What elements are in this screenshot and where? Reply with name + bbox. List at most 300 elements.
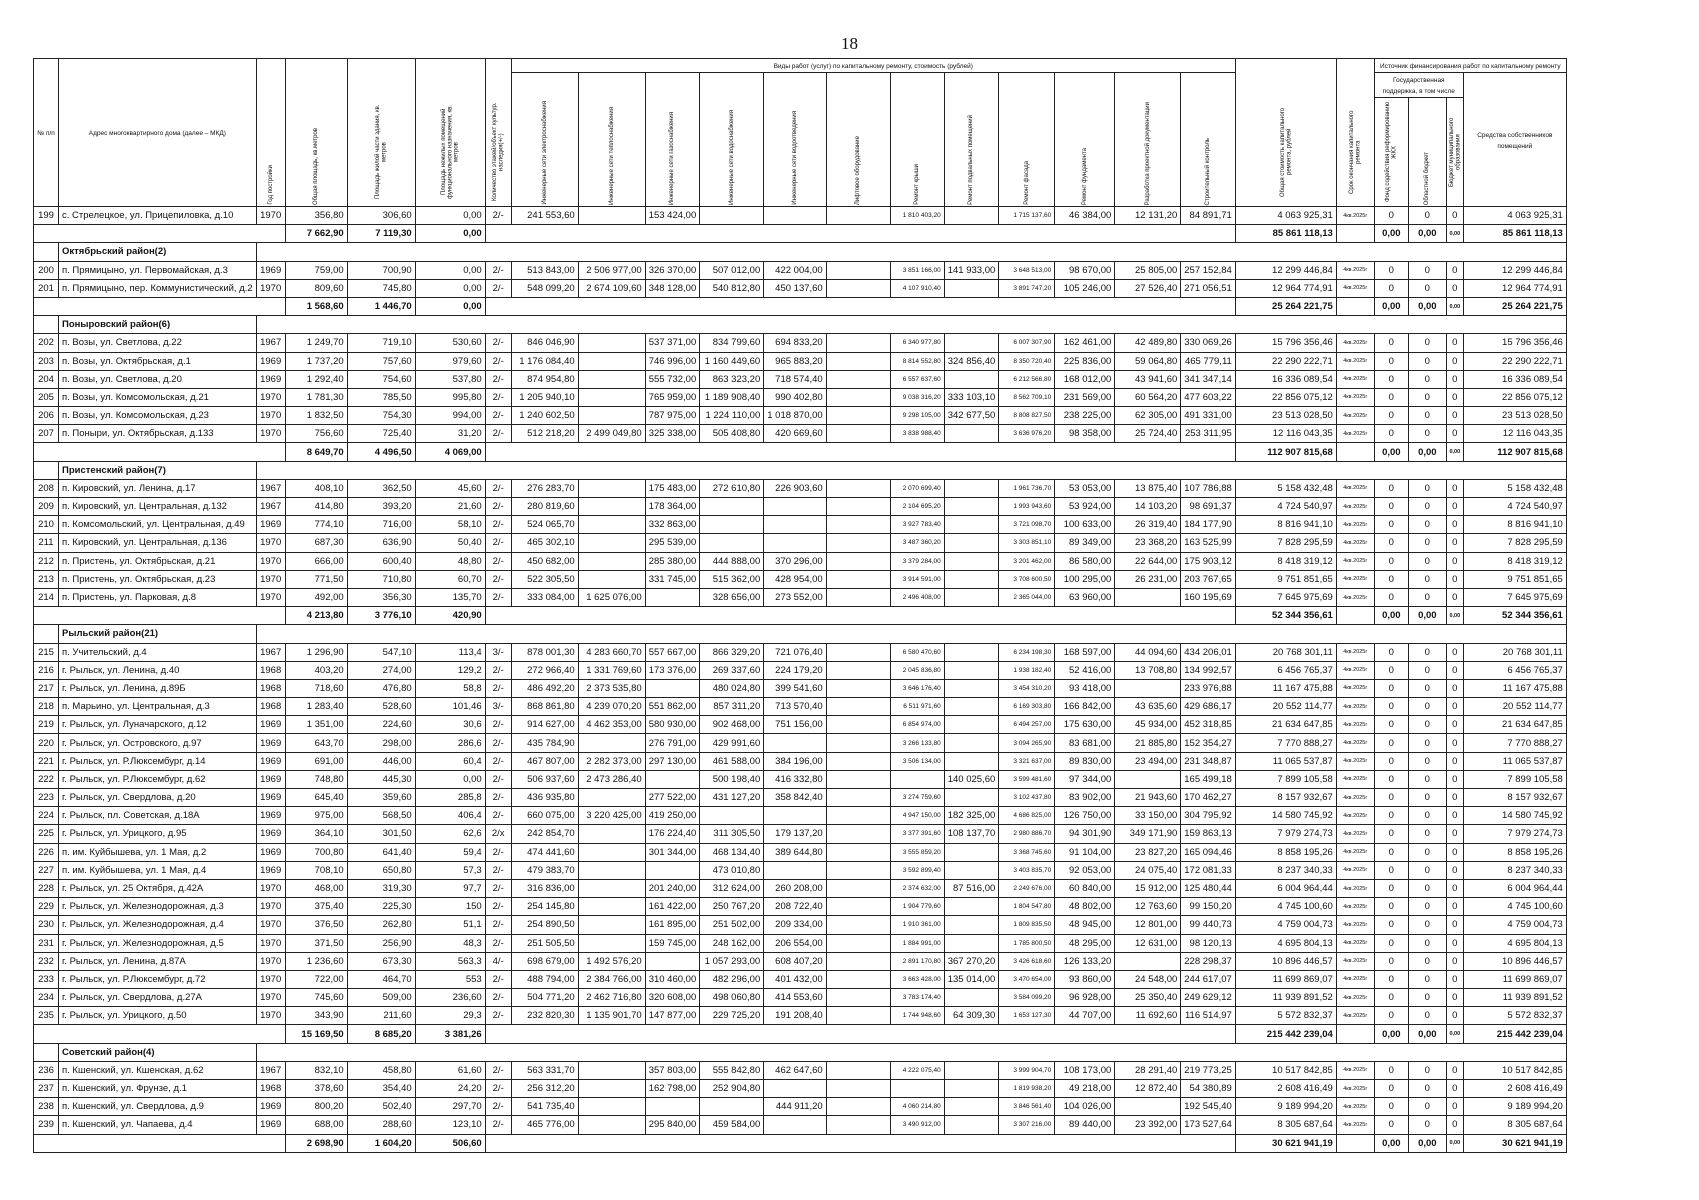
table-cell: 4кв.2025г bbox=[1336, 952, 1374, 970]
table-cell: 0 bbox=[1446, 334, 1463, 352]
table-cell: 320 608,00 bbox=[645, 989, 700, 1007]
table-row bbox=[34, 370, 1567, 388]
table-cell: 4кв.2025г bbox=[1336, 388, 1374, 406]
table-cell: 61,60 bbox=[415, 1061, 485, 1079]
table-cell: 863 323,20 bbox=[700, 370, 764, 388]
table-cell: 4кв.2025г bbox=[1336, 916, 1374, 934]
table-cell: 3 999 904,70 bbox=[999, 1061, 1055, 1079]
table-cell: 479 383,70 bbox=[511, 861, 578, 879]
table-cell: 488 794,00 bbox=[511, 970, 578, 988]
table-cell: 83 902,00 bbox=[1055, 789, 1115, 807]
works-group-header: Виды работ (услуг) по капитальному ремонту, стоимость (рублей) bbox=[511, 59, 1235, 73]
table-cell: 105 246,00 bbox=[1055, 279, 1115, 297]
table-cell bbox=[700, 1098, 764, 1116]
table-cell: 902 468,00 bbox=[700, 716, 764, 734]
table-cell: 0 bbox=[1374, 479, 1408, 497]
table-cell: 207 bbox=[34, 425, 59, 443]
table-cell: 15 796 356,46 bbox=[1235, 334, 1336, 352]
table-cell: 530,60 bbox=[415, 334, 485, 352]
table-cell: 600,40 bbox=[347, 552, 415, 570]
table-cell: 1 993 943,60 bbox=[999, 498, 1055, 516]
table-cell bbox=[645, 952, 700, 970]
table-cell: 8 237 340,33 bbox=[1235, 861, 1336, 879]
table-cell: 228 bbox=[34, 879, 59, 897]
address-cell: г. Рыльск, ул. Р.Люксембург, д.72 bbox=[59, 970, 257, 988]
table-cell: 3 379 284,00 bbox=[890, 552, 944, 570]
regional-sum: 0,00 bbox=[1408, 443, 1446, 461]
table-cell bbox=[944, 279, 999, 297]
table-cell bbox=[764, 516, 826, 534]
table-cell: 846 046,90 bbox=[511, 334, 578, 352]
table-cell: 515 362,00 bbox=[700, 570, 764, 588]
table-cell: 4 060 214,80 bbox=[890, 1098, 944, 1116]
table-cell: 5 572 832,37 bbox=[1463, 1007, 1566, 1025]
table-cell: 4кв.2025г bbox=[1336, 934, 1374, 952]
table-cell: 4кв.2025г bbox=[1336, 879, 1374, 897]
table-cell: 1970 bbox=[256, 989, 285, 1007]
table-cell: 3 851 166,00 bbox=[890, 261, 944, 279]
address-cell: г. Рыльск, ул. Ленина, д.89Б bbox=[59, 679, 257, 697]
table-cell: 3 721 098,70 bbox=[999, 516, 1055, 534]
table-cell bbox=[944, 479, 999, 497]
table-cell: 700,90 bbox=[347, 261, 415, 279]
table-cell: 11 167 475,88 bbox=[1235, 679, 1336, 697]
table-cell: 2 980 886,70 bbox=[999, 825, 1055, 843]
table-cell: 3/- bbox=[485, 643, 511, 661]
table-cell: 2/х bbox=[485, 825, 511, 843]
table-cell: 11 699 869,07 bbox=[1235, 970, 1336, 988]
table-cell: 161 422,00 bbox=[645, 898, 700, 916]
table-cell: 0 bbox=[1446, 861, 1463, 879]
address-cell: п. Прямицыно, пер. Коммунистический, д.2 bbox=[59, 279, 257, 297]
table-cell: 0 bbox=[1374, 534, 1408, 552]
table-row bbox=[34, 898, 1567, 916]
table-cell: 176 224,40 bbox=[645, 825, 700, 843]
table-cell: 465 302,10 bbox=[511, 534, 578, 552]
table-cell: 1967 bbox=[256, 643, 285, 661]
table-cell: 0 bbox=[1408, 1061, 1446, 1079]
table-cell: 3 307 216,00 bbox=[999, 1116, 1055, 1134]
table-cell: 6 340 977,80 bbox=[890, 334, 944, 352]
subtotal-row bbox=[34, 297, 1567, 315]
table-row bbox=[34, 807, 1567, 825]
table-cell: 0 bbox=[1408, 661, 1446, 679]
table-cell: 4 222 075,40 bbox=[890, 1061, 944, 1079]
table-cell: 23 368,20 bbox=[1115, 534, 1181, 552]
table-cell: 16 336 089,54 bbox=[1235, 370, 1336, 388]
table-cell: 98 358,00 bbox=[1055, 425, 1115, 443]
address-cell: г. Рыльск, ул. Свердлова, д.20 bbox=[59, 789, 257, 807]
table-cell: 22 856 075,12 bbox=[1463, 388, 1566, 406]
table-cell bbox=[1336, 297, 1374, 315]
table-cell: 285 380,00 bbox=[645, 552, 700, 570]
table-cell: 1 283,40 bbox=[285, 698, 347, 716]
table-cell: 172 081,33 bbox=[1181, 861, 1236, 879]
col-lift-header: Лифтовое оборудование bbox=[826, 73, 890, 207]
table-cell: 356,30 bbox=[347, 588, 415, 606]
table-cell: 774,10 bbox=[285, 516, 347, 534]
table-cell: 0 bbox=[1408, 498, 1446, 516]
table-cell: 87 516,00 bbox=[944, 879, 999, 897]
table-cell bbox=[578, 898, 645, 916]
table-cell: 11 167 475,88 bbox=[1463, 679, 1566, 697]
table-cell: 99 150,20 bbox=[1181, 898, 1236, 916]
table-cell bbox=[826, 534, 890, 552]
table-cell: 0 bbox=[1446, 952, 1463, 970]
table-cell: 10 896 446,57 bbox=[1463, 952, 1566, 970]
table-cell: 6 511 971,60 bbox=[890, 698, 944, 716]
table-cell: 1969 bbox=[256, 752, 285, 770]
table-cell: 1 781,30 bbox=[285, 388, 347, 406]
table-cell: 0 bbox=[1446, 879, 1463, 897]
table-cell: 0 bbox=[1446, 1098, 1463, 1116]
table-cell: 0 bbox=[1374, 516, 1408, 534]
table-cell: 0 bbox=[1408, 552, 1446, 570]
table-cell bbox=[485, 297, 1235, 315]
table-cell: 232 820,30 bbox=[511, 1007, 578, 1025]
table-cell: 8 814 552,80 bbox=[890, 352, 944, 370]
table-cell: 4кв.2025г bbox=[1336, 479, 1374, 497]
table-cell: 2/- bbox=[485, 898, 511, 916]
table-cell: 641,40 bbox=[347, 843, 415, 861]
table-cell bbox=[944, 207, 999, 225]
address-cell: г. Рыльск, ул. Свердлова, д.27А bbox=[59, 989, 257, 1007]
table-cell: 125 480,44 bbox=[1181, 879, 1236, 897]
table-cell: 445,30 bbox=[347, 770, 415, 788]
table-row bbox=[34, 643, 1567, 661]
table-cell: 4кв.2025г bbox=[1336, 752, 1374, 770]
table-cell: 3 708 600,50 bbox=[999, 570, 1055, 588]
table-cell bbox=[826, 970, 890, 988]
table-cell bbox=[826, 843, 890, 861]
table-cell: 1969 bbox=[256, 770, 285, 788]
table-cell: 878 001,30 bbox=[511, 643, 578, 661]
table-cell: 220 bbox=[34, 734, 59, 752]
table-cell: 452 318,85 bbox=[1181, 716, 1236, 734]
table-cell: 225 bbox=[34, 825, 59, 843]
table-cell: 522 305,50 bbox=[511, 570, 578, 588]
table-cell: 7 828 295,59 bbox=[1463, 534, 1566, 552]
table-cell bbox=[764, 861, 826, 879]
table-cell: 165 499,18 bbox=[1181, 770, 1236, 788]
table-cell: 204 bbox=[34, 370, 59, 388]
table-cell: 498 060,80 bbox=[700, 989, 764, 1007]
table-cell: 2 070 699,40 bbox=[890, 479, 944, 497]
address-cell: п. Прямицыно, ул. Первомайская, д.3 bbox=[59, 261, 257, 279]
district-name: Советский район(4) bbox=[59, 1043, 257, 1061]
table-cell: 5 158 432,48 bbox=[1235, 479, 1336, 497]
table-cell: 0 bbox=[1446, 770, 1463, 788]
table-cell: 12 763,60 bbox=[1115, 898, 1181, 916]
table-cell bbox=[485, 1134, 1235, 1152]
table-cell: 231 348,87 bbox=[1181, 752, 1236, 770]
table-row bbox=[34, 861, 1567, 879]
table-cell: 719,10 bbox=[347, 334, 415, 352]
table-cell: 210 bbox=[34, 516, 59, 534]
fund-sum: 0,00 bbox=[1374, 1134, 1408, 1152]
table-cell: 306,60 bbox=[347, 207, 415, 225]
table-cell: 209 334,00 bbox=[764, 916, 826, 934]
table-cell: 486 492,20 bbox=[511, 679, 578, 697]
table-cell: 1969 bbox=[256, 1098, 285, 1116]
table-cell bbox=[1115, 1098, 1181, 1116]
table-cell: 408,10 bbox=[285, 479, 347, 497]
table-cell: 2/- bbox=[485, 334, 511, 352]
table-cell: 333 084,00 bbox=[511, 588, 578, 606]
table-cell: 98 670,00 bbox=[1055, 261, 1115, 279]
table-row bbox=[34, 479, 1567, 497]
cost-sum: 25 264 221,75 bbox=[1235, 297, 1336, 315]
table-cell bbox=[826, 352, 890, 370]
table-cell bbox=[944, 898, 999, 916]
table-cell: 98 120,13 bbox=[1181, 934, 1236, 952]
table-cell: 1 224 110,00 bbox=[700, 407, 764, 425]
table-cell bbox=[944, 716, 999, 734]
table-cell: 348 128,00 bbox=[645, 279, 700, 297]
table-cell: 2/- bbox=[485, 1098, 511, 1116]
table-cell: 217 bbox=[34, 679, 59, 697]
table-cell: 2 365 044,00 bbox=[999, 588, 1055, 606]
table-cell: 64 309,30 bbox=[944, 1007, 999, 1025]
table-cell: 787 975,00 bbox=[645, 407, 700, 425]
col-year-header: Год постройки bbox=[256, 59, 285, 207]
table-cell: 0 bbox=[1446, 1116, 1463, 1134]
table-cell: 4 745 100,60 bbox=[1235, 898, 1336, 916]
table-cell: 152 354,27 bbox=[1181, 734, 1236, 752]
table-cell: 51,1 bbox=[415, 916, 485, 934]
table-cell: 0 bbox=[1408, 570, 1446, 588]
table-row bbox=[34, 770, 1567, 788]
table-cell: 3 914 591,00 bbox=[890, 570, 944, 588]
table-cell: 53 924,00 bbox=[1055, 498, 1115, 516]
table-cell: 551 862,00 bbox=[645, 698, 700, 716]
table-cell bbox=[578, 916, 645, 934]
table-cell: 15 796 356,46 bbox=[1463, 334, 1566, 352]
table-cell: 230 bbox=[34, 916, 59, 934]
table-cell: 12 964 774,91 bbox=[1235, 279, 1336, 297]
table-cell: 3 636 976,20 bbox=[999, 425, 1055, 443]
table-cell: 1 351,00 bbox=[285, 716, 347, 734]
table-cell bbox=[826, 1116, 890, 1134]
table-cell: 548 099,20 bbox=[511, 279, 578, 297]
table-cell: 25 805,00 bbox=[1115, 261, 1181, 279]
address-cell: п. Возы, ул. Светлова, д.22 bbox=[59, 334, 257, 352]
table-cell: 0 bbox=[1408, 970, 1446, 988]
table-cell: 2 496 408,00 bbox=[890, 588, 944, 606]
table-cell: 4 759 004,73 bbox=[1235, 916, 1336, 934]
table-cell: 277 522,00 bbox=[645, 789, 700, 807]
table-cell: 341 347,14 bbox=[1181, 370, 1236, 388]
table-cell: 0 bbox=[1374, 970, 1408, 988]
table-cell: 0 bbox=[1446, 698, 1463, 716]
table-cell: 108 137,70 bbox=[944, 825, 999, 843]
table-cell: 1970 bbox=[256, 279, 285, 297]
table-cell: 0 bbox=[1408, 279, 1446, 297]
table-cell: 414 553,60 bbox=[764, 989, 826, 1007]
table-cell: 370 296,00 bbox=[764, 552, 826, 570]
table-cell: 4 462 353,00 bbox=[578, 716, 645, 734]
table-cell: 22 644,00 bbox=[1115, 552, 1181, 570]
table-row bbox=[34, 388, 1567, 406]
table-cell: 468,00 bbox=[285, 879, 347, 897]
table-cell: 1969 bbox=[256, 807, 285, 825]
table-cell: 429 686,17 bbox=[1181, 698, 1236, 716]
table-cell bbox=[944, 425, 999, 443]
table-cell: 8 157 932,67 bbox=[1463, 789, 1566, 807]
fund-sum: 0,00 bbox=[1374, 1025, 1408, 1043]
table-cell: 94 301,90 bbox=[1055, 825, 1115, 843]
table-cell: 57,3 bbox=[415, 861, 485, 879]
table-cell: 1 176 084,40 bbox=[511, 352, 578, 370]
table-cell: 754,30 bbox=[347, 407, 415, 425]
table-cell bbox=[578, 825, 645, 843]
table-cell: 420 669,60 bbox=[764, 425, 826, 443]
table-cell: 10 517 842,85 bbox=[1463, 1061, 1566, 1079]
table-cell: 636,90 bbox=[347, 534, 415, 552]
table-cell: 251 505,50 bbox=[511, 934, 578, 952]
nonliving-area-sum: 0,00 bbox=[415, 225, 485, 243]
table-cell: 233 bbox=[34, 970, 59, 988]
table-cell: 11 065 537,87 bbox=[1463, 752, 1566, 770]
table-cell: 401 432,00 bbox=[764, 970, 826, 988]
table-header bbox=[34, 59, 1567, 207]
table-cell: 0 bbox=[1374, 716, 1408, 734]
table-cell: 59,4 bbox=[415, 843, 485, 861]
table-cell: 9 751 851,65 bbox=[1463, 570, 1566, 588]
table-cell: 666,00 bbox=[285, 552, 347, 570]
table-cell: 254 145,80 bbox=[511, 898, 578, 916]
table-row bbox=[34, 425, 1567, 443]
table-cell: 97,7 bbox=[415, 879, 485, 897]
living-area-sum: 8 685,20 bbox=[347, 1025, 415, 1043]
table-cell: 4кв.2025г bbox=[1336, 1098, 1374, 1116]
table-cell: 688,00 bbox=[285, 1116, 347, 1134]
table-cell: 4 695 804,13 bbox=[1235, 934, 1336, 952]
table-cell: 0 bbox=[1374, 952, 1408, 970]
table-cell bbox=[34, 443, 286, 461]
table-cell: 1 819 938,20 bbox=[999, 1080, 1055, 1098]
table-cell: 468 134,40 bbox=[700, 843, 764, 861]
table-cell: 1968 bbox=[256, 1080, 285, 1098]
table-body bbox=[34, 207, 1567, 1153]
table-cell: 2/- bbox=[485, 716, 511, 734]
table-cell: 866 329,20 bbox=[700, 643, 764, 661]
table-cell bbox=[578, 879, 645, 897]
table-cell: 21,60 bbox=[415, 498, 485, 516]
table-cell: 2 282 373,00 bbox=[578, 752, 645, 770]
table-cell bbox=[764, 498, 826, 516]
table-cell: 1967 bbox=[256, 498, 285, 516]
table-cell: 4кв.2025г bbox=[1336, 1080, 1374, 1098]
table-cell: 280 819,60 bbox=[511, 498, 578, 516]
table-cell: 63 960,00 bbox=[1055, 588, 1115, 606]
table-cell: 643,70 bbox=[285, 734, 347, 752]
table-cell: 2 499 049,80 bbox=[578, 425, 645, 443]
col-deadline-header: Срок окончания капитального ремонта bbox=[1336, 59, 1374, 207]
table-cell bbox=[890, 770, 944, 788]
table-cell: 140 025,60 bbox=[944, 770, 999, 788]
table-cell: 0 bbox=[1446, 498, 1463, 516]
table-cell: 0 bbox=[1408, 643, 1446, 661]
table-cell: 218 bbox=[34, 698, 59, 716]
total-area-sum: 15 169,50 bbox=[285, 1025, 347, 1043]
table-cell: 0 bbox=[1374, 207, 1408, 225]
table-cell: 123,10 bbox=[415, 1116, 485, 1134]
table-cell: 0 bbox=[1446, 1061, 1463, 1079]
gov-support-header: Государственная поддержка, в том числе bbox=[1374, 73, 1463, 98]
table-cell bbox=[944, 516, 999, 534]
table-cell: 159 863,13 bbox=[1181, 825, 1236, 843]
table-cell: 221 bbox=[34, 752, 59, 770]
table-cell: 10 896 446,57 bbox=[1235, 952, 1336, 970]
table-cell: 4 724 540,97 bbox=[1463, 498, 1566, 516]
table-cell: 0 bbox=[1374, 770, 1408, 788]
table-cell: 23 392,00 bbox=[1115, 1116, 1181, 1134]
table-cell: 7 899 105,58 bbox=[1235, 770, 1336, 788]
table-cell bbox=[578, 516, 645, 534]
col-nonliving-area-header: Площадь нежилых помещений функционального назначения, кв. метров bbox=[415, 59, 485, 207]
table-cell bbox=[826, 643, 890, 661]
table-cell: 276 283,70 bbox=[511, 479, 578, 497]
table-cell: 201 bbox=[34, 279, 59, 297]
table-cell: 4кв.2025г bbox=[1336, 643, 1374, 661]
table-cell: 2 462 716,80 bbox=[578, 989, 645, 1007]
table-cell bbox=[944, 989, 999, 1007]
table-cell bbox=[826, 279, 890, 297]
table-cell: 249 629,12 bbox=[1181, 989, 1236, 1007]
table-cell: 2/- bbox=[485, 407, 511, 425]
table-cell: 0 bbox=[1408, 861, 1446, 879]
table-cell: 0 bbox=[1374, 752, 1408, 770]
capital-repair-table bbox=[33, 58, 1567, 1153]
table-cell bbox=[826, 698, 890, 716]
table-cell: 253 311,95 bbox=[1181, 425, 1236, 443]
table-cell: 108 173,00 bbox=[1055, 1061, 1115, 1079]
table-cell: 96 928,00 bbox=[1055, 989, 1115, 1007]
subtotal-row bbox=[34, 1025, 1567, 1043]
table-cell: 1 249,70 bbox=[285, 334, 347, 352]
table-cell: 116 514,97 bbox=[1181, 1007, 1236, 1025]
table-cell: 422 004,00 bbox=[764, 261, 826, 279]
table-cell: 0 bbox=[1374, 825, 1408, 843]
table-cell: 771,50 bbox=[285, 570, 347, 588]
table-cell: 46 384,00 bbox=[1055, 207, 1115, 225]
table-cell: 21 943,60 bbox=[1115, 789, 1181, 807]
table-cell: 0 bbox=[1446, 661, 1463, 679]
table-cell: 356,80 bbox=[285, 207, 347, 225]
table-cell: 2/- bbox=[485, 807, 511, 825]
table-cell: 235 bbox=[34, 1007, 59, 1025]
table-cell: 209 bbox=[34, 498, 59, 516]
table-cell: 0 bbox=[1408, 1098, 1446, 1116]
table-row bbox=[34, 952, 1567, 970]
table-cell bbox=[764, 734, 826, 752]
table-cell: 1 832,50 bbox=[285, 407, 347, 425]
table-cell: 27 526,40 bbox=[1115, 279, 1181, 297]
table-cell: 0 bbox=[1446, 898, 1463, 916]
table-cell: 765 959,00 bbox=[645, 388, 700, 406]
table-cell: 406,4 bbox=[415, 807, 485, 825]
table-cell: 206 554,00 bbox=[764, 934, 826, 952]
table-cell: 135,70 bbox=[415, 588, 485, 606]
table-cell: 0 bbox=[1374, 261, 1408, 279]
table-cell bbox=[645, 770, 700, 788]
table-cell bbox=[1336, 225, 1374, 243]
table-cell bbox=[34, 607, 286, 625]
table-cell: 343,90 bbox=[285, 1007, 347, 1025]
table-cell: 14 580 745,92 bbox=[1235, 807, 1336, 825]
table-cell bbox=[764, 207, 826, 225]
